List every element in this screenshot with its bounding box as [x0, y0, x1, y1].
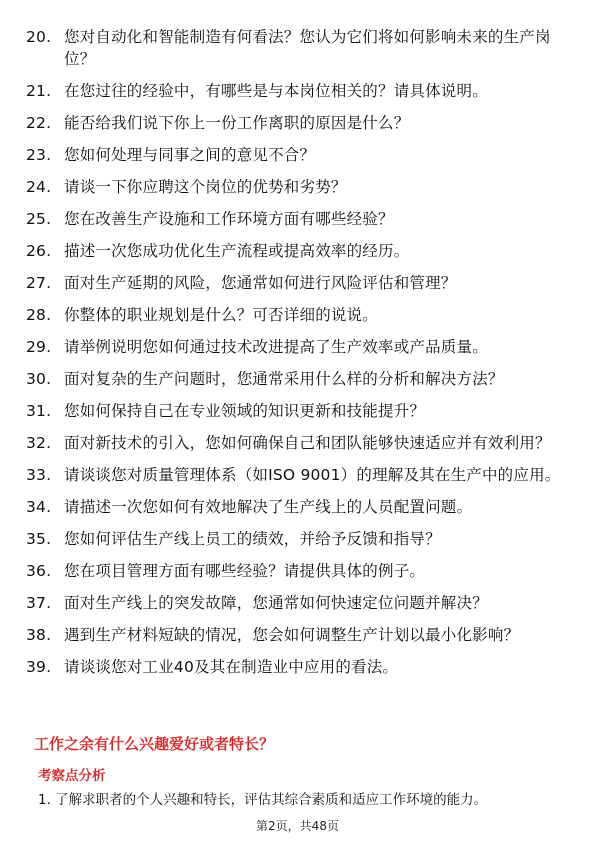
- question-text: 您对自动化和智能制造有何看法？您认为它们将如何影响未来的生产岗位？: [64, 28, 551, 68]
- question-number: 27.: [26, 274, 52, 292]
- question-text: 你整体的职业规划是什么？可否详细的说说。: [64, 306, 379, 324]
- question-number: 24.: [26, 178, 52, 196]
- analysis-text: 1. 了解求职者的个人兴趣和特长，评估其综合素质和适应工作环境的能力。: [38, 792, 488, 808]
- question-item: [26, 80, 566, 102]
- question-item: [26, 496, 566, 518]
- question-text: 请举例说明您如何通过技术改进提高了生产效率或产品质量。: [64, 338, 488, 356]
- question-item: [26, 336, 566, 358]
- question-number: 32.: [26, 434, 52, 452]
- question-text: 面对生产延期的风险，您通常如何进行风险评估和管理？: [64, 274, 457, 292]
- question-item: [26, 528, 566, 550]
- question-number: 39.: [26, 658, 52, 676]
- question-text: 您如何处理与同事之间的意见不合？: [64, 146, 316, 164]
- question-text: 遇到生产材料短缺的情况，您会如何调整生产计划以最小化影响？: [64, 626, 520, 644]
- question-item: [26, 26, 566, 70]
- question-text: 您在改善生产设施和工作环境方面有哪些经验？: [64, 210, 394, 228]
- section-title: 工作之余有什么兴趣爱好或者特长？: [34, 735, 275, 753]
- question-item: [26, 144, 566, 166]
- question-number: 21.: [26, 82, 52, 100]
- question-text: 请谈谈您对质量管理体系（如ISO 9001）的理解及其在生产中的应用。: [64, 466, 561, 484]
- question-number: 35.: [26, 530, 52, 548]
- question-number: 28.: [26, 306, 52, 324]
- question-text: 面对复杂的生产问题时，您通常采用什么样的分析和解决方法？: [64, 370, 504, 388]
- question-number: 25.: [26, 210, 52, 228]
- question-item: [26, 560, 566, 582]
- question-text: 您如何评估生产线上员工的绩效，并给予反馈和指导？: [64, 530, 441, 548]
- question-item: [26, 592, 566, 614]
- question-text: 描述一次您成功优化生产流程或提高效率的经历。: [64, 242, 410, 260]
- question-text: 请描述一次您如何有效地解决了生产线上的人员配置问题。: [64, 498, 473, 516]
- question-number: 30.: [26, 370, 52, 388]
- question-number: 37.: [26, 594, 52, 612]
- question-item: [26, 432, 566, 454]
- question-item: [26, 272, 566, 294]
- page-footer: 第2页，共48页: [256, 819, 339, 833]
- question-item: [26, 240, 566, 262]
- question-text: 您如何保持自己在专业领域的知识更新和技能提升？: [64, 402, 426, 420]
- question-item: [26, 368, 566, 390]
- question-number: 22.: [26, 114, 52, 132]
- question-number: 34.: [26, 498, 52, 516]
- question-number: 38.: [26, 626, 52, 644]
- question-item: [26, 464, 566, 486]
- question-list: [26, 26, 566, 688]
- analysis-heading: 考察点分析: [38, 768, 106, 784]
- question-text: 面对生产线上的突发故障，您通常如何快速定位问题并解决？: [64, 594, 488, 612]
- question-number: 31.: [26, 402, 52, 420]
- question-number: 26.: [26, 242, 52, 260]
- question-text: 在您过往的经验中，有哪些是与本岗位相关的？请具体说明。: [64, 82, 488, 100]
- question-text: 能否给我们说下你上一份工作离职的原因是什么？: [64, 114, 410, 132]
- question-number: 20.: [26, 28, 52, 46]
- question-text: 您在项目管理方面有哪些经验？请提供具体的例子。: [64, 562, 426, 580]
- question-item: [26, 304, 566, 326]
- question-item: [26, 176, 566, 198]
- question-item: [26, 208, 566, 230]
- question-item: [26, 624, 566, 646]
- question-text: 请谈一下你应聘这个岗位的优势和劣势？: [64, 178, 347, 196]
- question-item: [26, 400, 566, 422]
- question-item: [26, 112, 566, 134]
- question-item: [26, 656, 566, 678]
- question-text: 面对新技术的引入，您如何确保自己和团队能够快速适应并有效利用？: [64, 434, 551, 452]
- question-number: 23.: [26, 146, 52, 164]
- question-number: 36.: [26, 562, 52, 580]
- question-number: 29.: [26, 338, 52, 356]
- question-number: 33.: [26, 466, 52, 484]
- question-text: 请谈谈您对工业40及其在制造业中应用的看法。: [64, 658, 399, 676]
